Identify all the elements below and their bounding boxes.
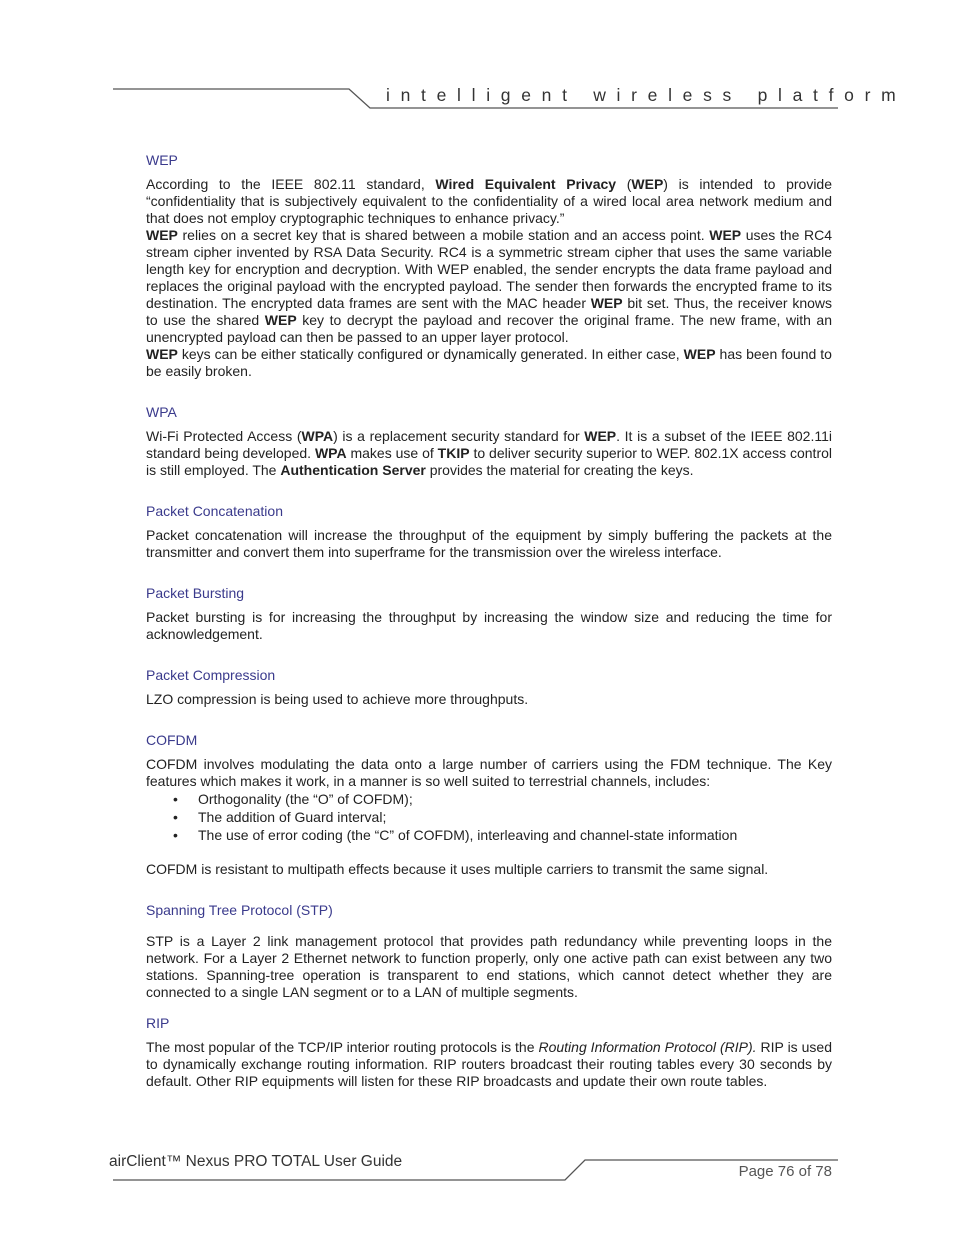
paragraph: WEP keys can be either statically configured or dynamically generated. In either case, WEP has been found to be easily broken.	[146, 346, 832, 379]
paragraph: Wi-Fi Protected Access (WPA) is a replacement security standard for WEP. It is a subset of the IEEE 802.11i standard being developed. WPA makes use of TKIP to deliver security superior to WEP. 802.1X access control is still employed. The Authentication Server provides the material for creating the keys.	[146, 428, 833, 478]
paragraph: The most popular of the TCP/IP interior routing protocols is the Routing Information Protocol (RIP). RIP is used to dynamically exchange routing information. RIP routers broadcast their routing tables every 30 seconds by default. Other RIP equipments will listen for these RIP broadcasts and update their own route tables.	[146, 1039, 832, 1089]
section-wpa	[146, 404, 832, 479]
paragraph: COFDM involves modulating the data onto a large number of carriers using the FDM technique. The Key features which makes it work, in a manner is so well suited to terrestrial channels, includes:	[146, 756, 832, 789]
section-rip	[146, 1015, 832, 1090]
bullet-icon: •	[173, 809, 178, 825]
header-tagline: intelligent wireless platform	[386, 85, 907, 105]
section-title: Packet Concatenation	[146, 503, 283, 519]
paragraph: STP is a Layer 2 link management protocol that provides path redundancy while preventing loops in the network. For a Layer 2 Ethernet network to function properly, only one active path can exist between any two stations. Spanning-tree operation is transparent to end stations, which cannot detect whether they are connected to a single LAN segment or to a LAN of multiple segments.	[146, 933, 832, 1000]
paragraph: COFDM is resistant to multipath effects because it uses multiple carriers to transmit the same signal.	[146, 861, 769, 877]
paragraph: According to the IEEE 802.11 standard, Wired Equivalent Privacy (WEP) is intended to provide “confidentiality that is subjectively equivalent to the confidentiality of a wired local area network medium and that does not employ cryptographic techniques to enhance privacy.”	[146, 176, 832, 226]
section-title: WPA	[146, 404, 177, 420]
section-cofdm	[146, 732, 832, 878]
section-packet-bursting	[146, 585, 832, 643]
list-item: • Orthogonality (the “O” of COFDM);	[173, 791, 413, 807]
section-title: Packet Compression	[146, 667, 276, 683]
page-number: Page 76 of 78	[738, 1163, 832, 1180]
section-title: Spanning Tree Protocol (STP)	[146, 902, 333, 918]
section-packet-concatenation	[146, 503, 832, 561]
section-packet-compression	[146, 667, 832, 708]
section-title: RIP	[146, 1015, 170, 1031]
list-item: • The addition of Guard interval;	[173, 809, 387, 825]
section-title: Packet Bursting	[146, 585, 245, 601]
paragraph: Packet bursting is for increasing the throughput by increasing the window size and reducing the time for acknowledgement.	[146, 609, 832, 642]
bullet-icon: •	[173, 791, 178, 807]
footer-title: airClient™ Nexus PRO TOTAL User Guide	[109, 1153, 403, 1170]
page-content	[146, 152, 832, 1114]
bullet-list	[146, 790, 832, 844]
section-stp	[146, 902, 832, 1001]
paragraph: LZO compression is being used to achieve more throughputs.	[146, 691, 529, 707]
paragraph: WEP relies on a secret key that is shared between a mobile station and an access point. WEP uses the RC4 stream cipher invented by RSA Data Security. RC4 is a symmetric stream cipher that uses the same variable length key for encryption and decryption. With WEP enabled, the sender encrypts the data frame payload and replaces the original payload with the encrypted payload. The sender then forwards the encrypted frame to its destination. The encrypted data frames are sent with the MAC header WEP bit set. Thus, the receiver knows to use the shared WEP key to decrypt the payload and recover the original frame. The new frame, with an unencrypted payload can then be passed to an upper layer protocol.	[146, 227, 833, 345]
paragraph: Packet concatenation will increase the throughput of the equipment by simply buffering the packets at the transmitter and convert them into superframe for the transmission over the wireless interface.	[146, 527, 832, 560]
section-wep	[146, 152, 832, 380]
section-title: COFDM	[146, 732, 198, 748]
list-item: • The use of error coding (the “C” of COFDM), interleaving and channel-state information	[173, 827, 738, 843]
section-title: WEP	[146, 152, 178, 168]
bullet-icon: •	[173, 827, 178, 843]
